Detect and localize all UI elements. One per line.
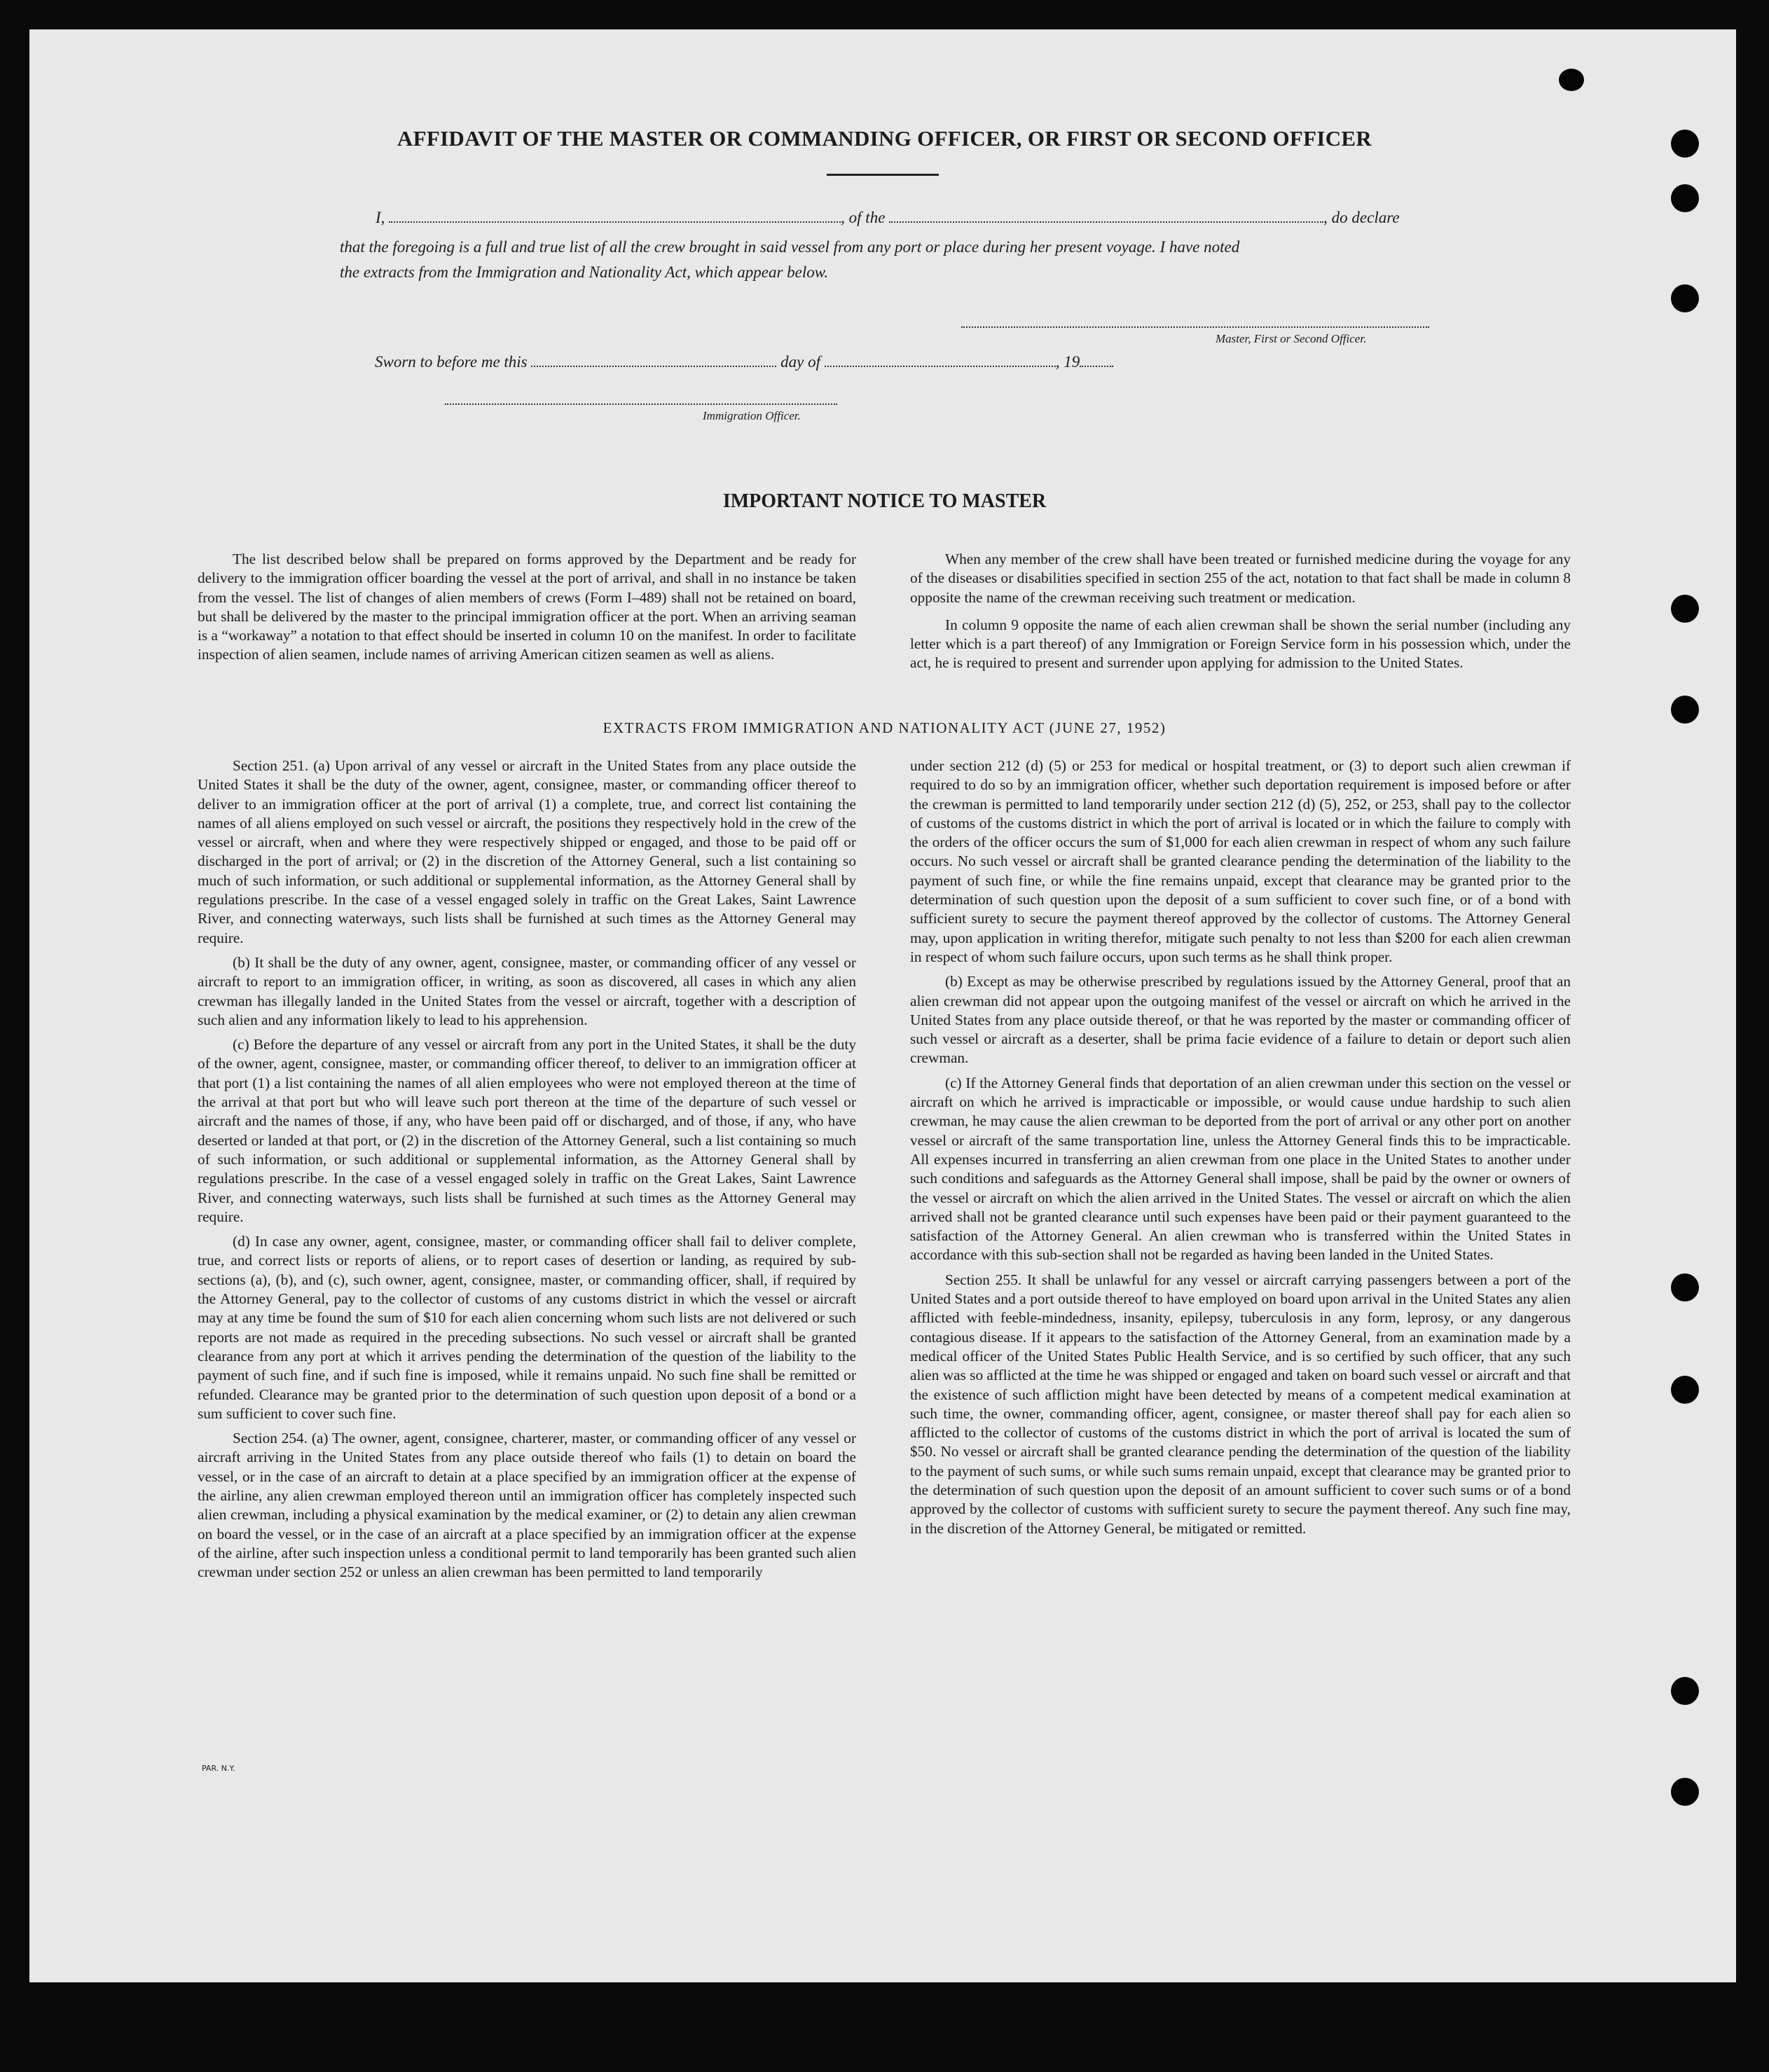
sworn-day-of: day of (780, 353, 820, 371)
master-caption: Master, First or Second Officer. (1216, 332, 1367, 345)
binder-hole (1671, 1677, 1699, 1705)
extracts-left-column (198, 757, 856, 1587)
officer-caption: Immigration Officer. (703, 409, 801, 422)
extracts-right-column (910, 757, 1571, 1544)
binder-hole (1671, 1778, 1699, 1806)
extracts-title: EXTRACTS FROM IMMIGRATION AND NATIONALITY ACT (JUNE 27, 1952) (603, 719, 1166, 736)
declaration-of-the: , of the (841, 209, 886, 226)
ink-blot (1559, 69, 1584, 91)
act-paragraph: Section 254. (a) The owner, agent, consignee, charterer, master, or commanding officer of any vessel or aircraft arriving in the United States from any place outside thereof who fails (1) to detain on board the vessel, or in the case of an aircraft to detain at a place specified by an immigration officer at the expense of the airline, any alien crewman employed thereon until an immigration officer has completely inspected such alien crewman, including a physical examination by the medical examiner, or (2) to detain any alien crewman on board the vessel, or in the case of an aircraft at a place specified by an immigration officer at the expense of the airline, after such inspection unless a conditional permit to land temporarily has been granted such alien crewman under section 252 or unless an alien crewman has been permitted to land temporarily (198, 1430, 856, 1581)
declaration-do-declare: , do declare (1323, 209, 1400, 226)
notice-paragraph: The list described below shall be prepared on forms approved by the Department and be ready for delivery to the immigration officer boarding the vessel at the port of arrival, and shall in no instance be taken from the vessel. The list of changes of alien members of crews (Form I–489) shall not be retained on board, but shall be delivered by the master to the principal immigration officer at the port. When an arriving seaman is a “workaway” a notation to that effect should be inserted in column 10 on the manifest. In order to facilitate inspection of alien seamen, include names of arriving American citizen seamen as well as aliens. (198, 551, 856, 663)
act-paragraph: Section 255. It shall be unlawful for any vessel or aircraft carrying passengers between a port of the United States and a port outside thereof to have employed on board upon arrival in the United States any alien afflicted with feeble-mindedness, insanity, epilepsy, tuberculosis in any form, leprosy, or any dangerous contagious disease. If it appears to the satisfaction of the Attorney General, from an examination made by a medical officer of the United States Public Health Service, and is so certified by such officer, that any such alien was so afflicted at the time he was shipped or engaged and taken on board such vessel or aircraft and that the existence of such affliction might have been detected by means of a competent medical examination at such time, the owner, commanding officer, agent, consignee, or master thereof shall pay for each alien so afflicted to the collector of customs of the customs district in which the port of arrival is located the sum of $50. No vessel or aircraft shall be granted clearance pending the determination of the question of the liability to the payment of such sums, or while such sums remain unpaid, except that clearance may be granted prior to the determination of such question upon the deposit of an amount sufficient to cover such sums or of a bond approved by the collector of customs with sufficient surety to secure the payment thereof. Any such fine may, in the discretion of the Attorney General, be mitigated or remitted. (910, 1271, 1571, 1537)
name-blank[interactable] (389, 217, 841, 223)
notice-left-column (198, 550, 856, 670)
sworn-year: , 19 (1055, 353, 1080, 371)
act-paragraph: (c) If the Attorney General finds that deportation of an alien crewman under this section on the vessel or aircraft on which he arrived is impracticable or impossible, or would cause undue hardship to such alien crewman, he may cause the alien crewman to be deported from the port of arrival or any other port on another vessel or aircraft of the same transportation line, unless the Attorney General finds this to be impracticable. All expenses incurred in transferring an alien crewman from one place in the United States to another under such conditions and safeguards as the Attorney General shall impose, shall be paid by the owner or owners of the vessel or aircraft on which the alien arrived in the United States. The vessel or aircraft on which the alien arrived shall not be granted clearance until such expenses have been paid or their payment guaranteed to the satisfaction of the Attorney General. An alien crewman who is transferred within the United States in accordance with this sub-section shall not be regarded as having been landed in the United States. (910, 1074, 1571, 1264)
binder-hole (1671, 595, 1699, 623)
binder-hole (1671, 1273, 1699, 1301)
declaration-line-2: that the foregoing is a full and true list of all the crew brought in said vessel from any port or place during her present voyage. I have noted (340, 238, 1240, 256)
title-rule (827, 174, 939, 176)
declaration-line-3: the extracts from the Immigration and Nationality Act, which appear below. (340, 263, 829, 281)
declaration-line-1 (376, 209, 1400, 227)
vessel-blank[interactable] (889, 217, 1323, 223)
affidavit-title: AFFIDAVIT OF THE MASTER OR COMMANDING OFFICER, OR FIRST OR SECOND OFFICER (397, 126, 1372, 151)
sworn-month-blank[interactable] (825, 361, 1056, 367)
officer-signature-line[interactable] (445, 399, 837, 405)
act-paragraph: (b) It shall be the duty of any owner, agent, consignee, master, or commanding officer of any vessel or aircraft to report to an immigration officer, in writing, as soon as discovered, all cases in which any alien crewman has illegally landed in the United States from the vessel or aircraft, together with a description of such alien and any information likely to lead to his apprehension. (198, 953, 856, 1028)
notice-paragraph: In column 9 opposite the name of each alien crewman shall be shown the serial number (including any letter which is a part thereof) of any Immigration or Foreign Service form in his possession which, under the act, he is required to present and surrender upon applying for admission to the United States. (910, 616, 1571, 672)
act-paragraph: (b) Except as may be otherwise prescribed by regulations issued by the Attorney General, proof that an alien crewman did not appear upon the outgoing manifest of the vessel or aircraft on which he arrived in the United States from any place outside thereof, or that he was reported by the master or commanding officer of such vessel or aircraft as a deserter, shall be prima facie evidence of a failure to detain or deport such alien crewman. (910, 973, 1571, 1067)
notice-right-column (910, 550, 1571, 679)
notice-title: IMPORTANT NOTICE TO MASTER (722, 490, 1047, 512)
binder-hole (1671, 1376, 1699, 1404)
sworn-year-blank[interactable] (1080, 361, 1113, 367)
printer-mark: PAR. N.Y. (202, 1764, 235, 1773)
act-paragraph: (d) In case any owner, agent, consignee, master, or commanding officer shall fail to deliver complete, true, and correct lists or reports of aliens, or to report cases of desertion or landing, as required by sub-sections (a), (b), and (c), such owner, agent, consignee, master, or commanding officer, shall, if required by the Attorney General, pay to the collector of customs of any customs district in which the vessel or aircraft may at any time be found the sum of $10 for each alien concerning whom such lists are not delivered or such reports are not made as required in the preceding subsections. No such vessel or aircraft shall be granted clearance from any port at which it arrives pending the determination of the question of the liability to the payment of such fine, and if such fine is imposed, while it remains unpaid. No such fine shall be remitted or refunded. Clearance may be granted prior to the determination of such question upon deposit of a bond or a sum sufficient to cover such fine. (198, 1233, 856, 1422)
act-paragraph: under section 212 (d) (5) or 253 for medical or hospital treatment, or (3) to deport such alien crewman if required to do so by an immigration officer, whether such deportation requirement is imposed before or after the crewman is permitted to land temporarily under section 212 (d) (5), 252, or 253, shall pay to the collector of customs of the customs district in which the port of arrival is located or in which the failure to comply with the orders of the officer occurs the sum of $1,000 for each alien crewman in respect of whom any such failure occurs. No such vessel or aircraft shall be granted clearance pending the determination of the liability to the payment of such fine, or while the fine remains unpaid, except that clearance may be granted prior to the determination of such question upon the deposit of a sum sufficient to cover such fine, or of a bond with sufficient surety to secure the payment thereof approved by the collector of customs. The Attorney General may, upon application in writing therefor, mitigate such penalty to not less than $200 for each alien crewman in respect of whom such failure occurs, upon such terms as he shall think proper. (910, 757, 1571, 965)
declaration-i: I, (376, 209, 385, 226)
act-paragraph: (c) Before the departure of any vessel or aircraft from any port in the United States, it shall be the duty of the owner, agent, consignee, master, or commanding officer thereof, to deliver to an immigration officer at that port (1) a list containing the names of all alien employees who were not employed thereon at the time of the arrival at that port but who will leave such port thereon at the time of the departure of such vessel or aircraft and the names of those, if any, who have been paid off or discharged, and of those, if any, who have deserted or landed at that port, or (2) in the discretion of the Attorney General, such a list containing so much of such information, or such additional or supplemental information, as the Attorney General shall by regulations prescribe. In the case of a vessel engaged solely in traffic on the Great Lakes, Saint Lawrence River, and connecting waterways, such lists shall be furnished at such times as the Attorney General may require. (198, 1036, 856, 1225)
binder-hole (1671, 184, 1699, 212)
master-signature-line[interactable] (961, 322, 1429, 328)
sworn-prefix: Sworn to before me this (375, 353, 528, 371)
sworn-line (375, 353, 1113, 371)
act-paragraph: Section 251. (a) Upon arrival of any vessel or aircraft in the United States from any place outside the United States it shall be the duty of the owner, agent, consignee, master, or commanding officer thereof to deliver to an immigration officer at the port of arrival (1) a complete, true, and correct list containing the names of all aliens employed on such vessel or aircraft, the positions they respectively hold in the crew of the vessel or aircraft, when and where they were respectively shipped or engaged, and those to be paid off or discharged in the port of arrival; or (2) in the discretion of the Attorney General, such a list containing so much of such information, or such additional or supplemental information, as the Attorney General shall by regulations prescribe. In the case of a vessel engaged solely in traffic on the Great Lakes, Saint Lawrence River, and connecting waterways, such lists shall be furnished at such times as the Attorney General may require. (198, 757, 856, 946)
sworn-day-blank[interactable] (531, 361, 776, 367)
binder-hole (1671, 284, 1699, 312)
notice-paragraph: When any member of the crew shall have been treated or furnished medicine during the voyage for any of the diseases or disabilities specified in section 255 of the act, notation to that fact shall be made in column 8 opposite the name of the crewman receiving such treatment or medication. (910, 551, 1571, 606)
